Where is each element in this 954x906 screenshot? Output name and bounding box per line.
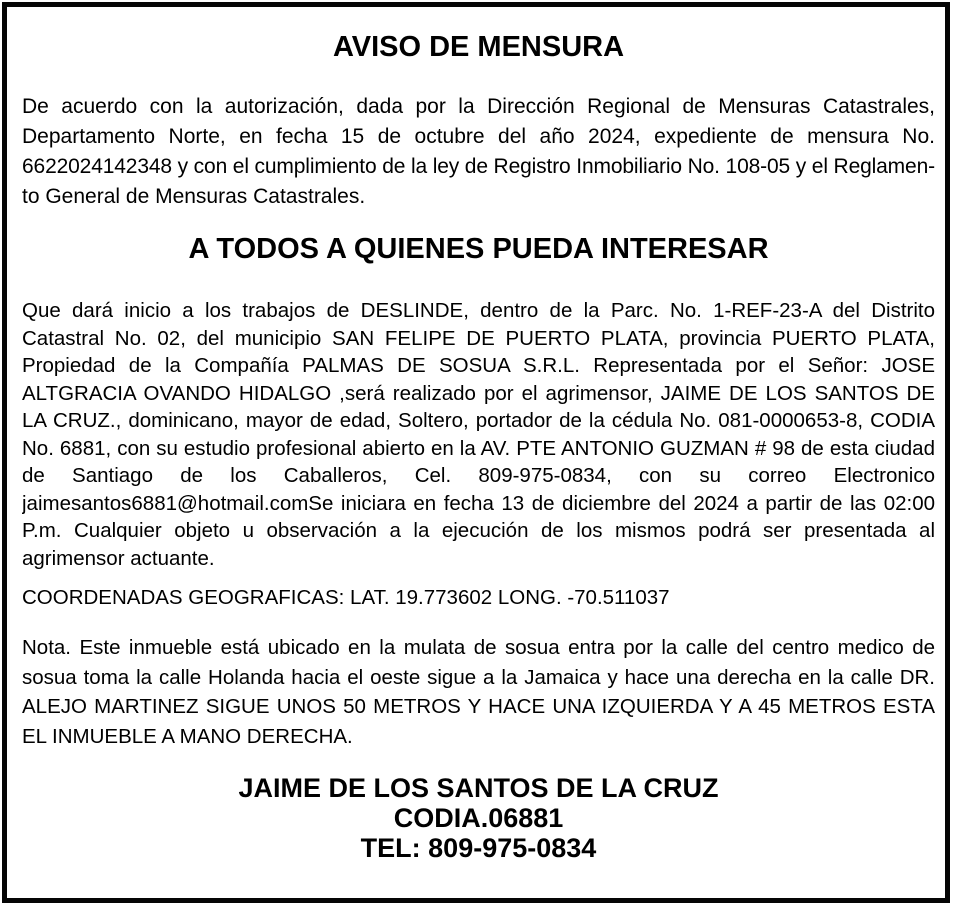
text-line: Nota. Este inmueble está ubicado en la mulata de sosua entra por la calle del centro medico de bbox=[22, 636, 935, 659]
body-paragraph bbox=[22, 297, 935, 572]
text-line: de Santiago de los Caballeros, Cel. 809-975-0834, con su correo Electronico bbox=[22, 464, 935, 487]
text-line: 6622024142348 y con el cumplimiento de la ley de Registro Inmobiliario No. 108-05 y el Reglamen- bbox=[22, 155, 935, 178]
text-line: No. 6881, con su estudio profesional abierto en la AV. PTE ANTONIO GUZMAN # 98 de esta ciudad bbox=[22, 436, 935, 460]
text-line: P.m. Cualquier objeto u observación a la ejecución de los mismos podrá ser presentada al bbox=[22, 519, 935, 542]
text-line: to General de Mensuras Catastrales. bbox=[22, 185, 366, 208]
text-line: Que dará inicio a los trabajos de DESLINDE, dentro de la Parc. No. 1-REF-23-A del Distrito bbox=[22, 299, 935, 322]
text-line: EL INMUEBLE A MANO DERECHA. bbox=[22, 724, 353, 748]
notice-title-text: AVISO DE MENSURA bbox=[332, 32, 625, 62]
surveyor-phone: TEL: 809-975-0834 bbox=[360, 833, 597, 863]
signature-block bbox=[22, 773, 935, 863]
note-paragraph bbox=[22, 633, 935, 751]
notice-title bbox=[22, 32, 935, 62]
surveyor-name: JAIME DE LOS SANTOS DE LA CRUZ bbox=[238, 773, 719, 803]
text-line: Departamento Norte, en fecha 15 de octubre del año 2024, expediente de mensura No. bbox=[22, 125, 935, 148]
notice-content bbox=[22, 7, 935, 863]
text-line: De acuerdo con la autorización, dada por la Dirección Regional de Mensuras Catastrales, bbox=[22, 95, 935, 118]
surveyor-codia: CODIA.06881 bbox=[393, 803, 564, 833]
coordinates-text: COORDENADAS GEOGRAFICAS: LAT. 19.773602 LONG. -70.511037 bbox=[22, 586, 670, 609]
text-line: sosua toma la calle Holanda hacia el oeste sigue a la Jamaica y hace una derecha en la calle DR. bbox=[22, 665, 935, 689]
intro-paragraph bbox=[22, 92, 935, 212]
text-line: ALEJO MARTINEZ SIGUE UNOS 50 METROS Y HACE UNA IZQUIERDA Y A 45 METROS ESTA bbox=[22, 695, 935, 718]
coordinates-line bbox=[22, 584, 935, 611]
text-line: jaimesantos6881@hotmail.comSe iniciara en fecha 13 de diciembre del 2024 a partir de las 02:00 bbox=[22, 491, 935, 515]
notice-subheading bbox=[22, 234, 935, 264]
text-line: agrimensor actuante. bbox=[22, 546, 215, 570]
text-line: Propiedad de la Compañía PALMAS DE SOSUA S.R.L. Representada por el Señor: JOSE bbox=[22, 354, 935, 377]
text-line: Catastral No. 02, del municipio SAN FELIPE DE PUERTO PLATA, provincia PUERTO PLATA, bbox=[22, 326, 935, 350]
text-line: LA CRUZ., dominicano, mayor de edad, Soltero, portador de la cédula No. 081-0000653-8, CODIA bbox=[22, 409, 935, 432]
notice-subheading-text: A TODOS A QUIENES PUEDA INTERESAR bbox=[188, 234, 769, 264]
text-line: ALTGRACIA OVANDO HIDALGO ,será realizado por el agrimensor, JAIME DE LOS SANTOS DE bbox=[22, 381, 935, 405]
